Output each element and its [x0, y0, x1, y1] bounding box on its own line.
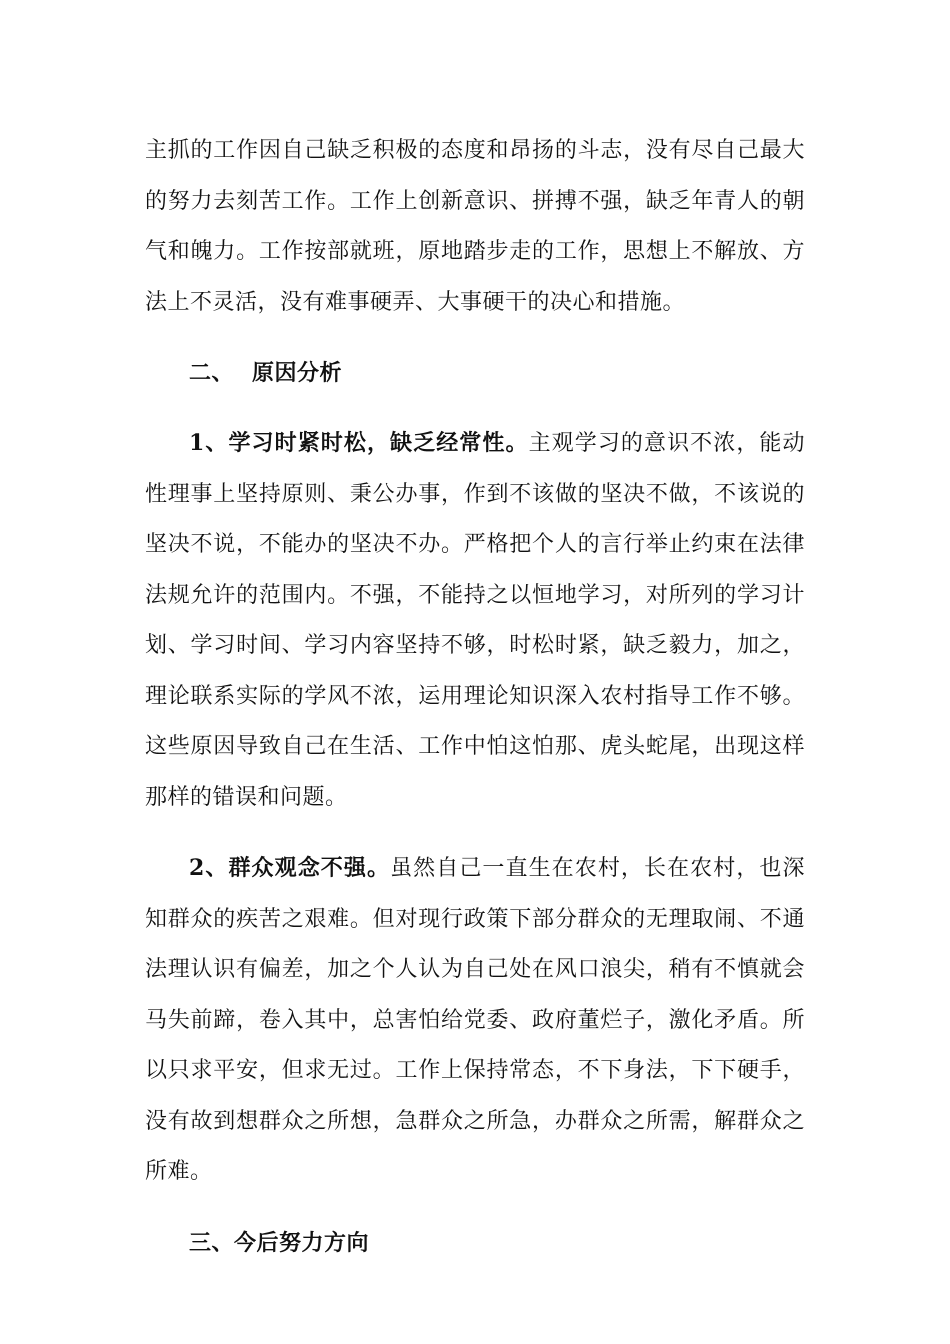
- point-2-paragraph: [145, 843, 805, 1198]
- point-1-body: 主观学习的意识不浓，能动性理事上坚持原则、秉公办事，作到不该做的坚决不做，不该说的坚决不说，不能办的坚决不办。严格把个人的言行举止约束在法律法规允许的范围内。不强，不能持之以恒地学习，对所列的学习计划、学习时间、学习内容坚持不够，时松时紧，缺乏毅力，加之，理论联系实际的学风不浓，运用理论知识深入农村指导工作不够。这些原因导致自己在生活、工作中怕这怕那、虎头蛇尾，出现这样那样的错误和问题。: [145, 431, 805, 810]
- document-body: [145, 126, 805, 1268]
- spacer: [145, 823, 805, 843]
- point-1-lead: 1、学习时紧时松，缺乏经常性。: [189, 430, 529, 456]
- point-2-body: 虽然自己一直生在农村，长在农村，也深知群众的疾苦之艰难。但对现行政策下部分群众的无理取闹、不通法理认识有偏差，加之个人认为自己处在风口浪尖，稍有不慎就会马失前蹄，卷入其中，总害怕给党委、政府董烂子，激化矛盾。所以只求平安，但求无过。工作上保持常态，不下身法，下下硬手，没有故到想群众之所想，急群众之所急，办群众之所需，解群众之所难。: [145, 856, 805, 1184]
- point-2-lead: 2、群众观念不强。: [189, 855, 391, 881]
- section-title: 原因分析: [252, 360, 343, 386]
- spacer: [145, 328, 805, 348]
- section-heading-future-direction: 三、今后努力方向: [189, 1229, 370, 1256]
- section-heading-cause-analysis: [145, 348, 805, 398]
- intro-paragraph: 主抓的工作因自己缺乏积极的态度和昂扬的斗志，没有尽自己最大的努力去刻苦工作。工作上创新意识、拼搏不强，缺乏年青人的朝气和魄力。工作按部就班，原地踏步走的工作，思想上不解放、方法上不灵活，没有难事硬弄、大事硬干的决心和措施。: [145, 138, 805, 315]
- spacer: [145, 1198, 805, 1218]
- spacer: [145, 398, 805, 418]
- section-number: 二、: [189, 360, 235, 386]
- point-1-paragraph: [145, 418, 805, 823]
